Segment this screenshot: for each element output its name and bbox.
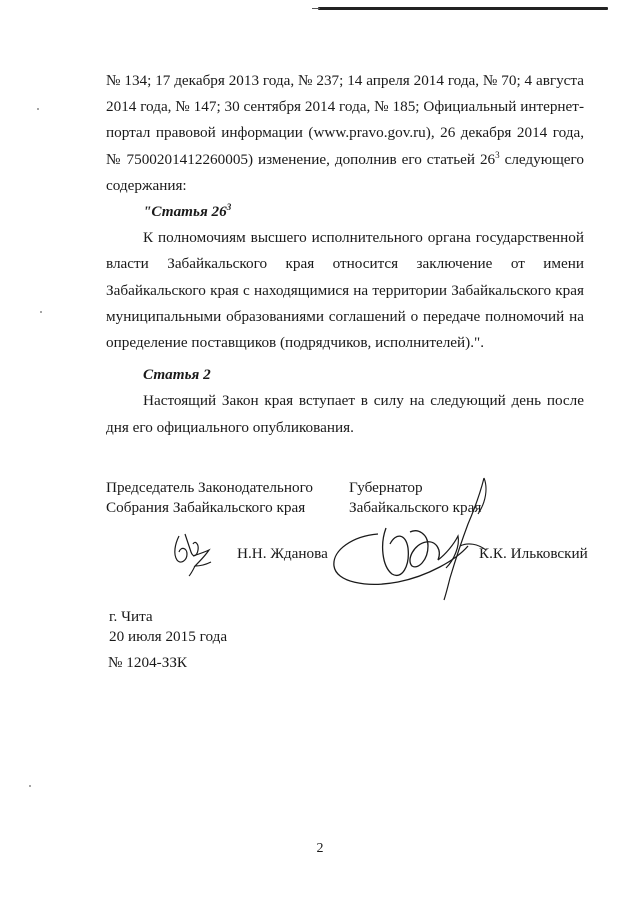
page-number: 2 xyxy=(316,841,324,856)
scan-speck xyxy=(37,108,39,110)
article-heading-text: "Статья 26 xyxy=(143,203,227,221)
article-2-text: Настоящий Закон края вступает в силу на следующий день после дня его официального опубликования. xyxy=(106,392,584,436)
scan-speck xyxy=(40,311,42,313)
chairman-title-line2: Собрания Забайкальского края xyxy=(106,499,306,516)
governor-title-line1: Губернатор xyxy=(349,479,423,496)
city: г. Чита xyxy=(109,608,153,625)
governor-title-line2: Забайкальского края xyxy=(349,499,482,516)
header-rule xyxy=(318,7,608,10)
article-2-heading: Статья 2 xyxy=(143,366,211,384)
scan-speck xyxy=(29,785,31,787)
law-number: № 1204-ЗЗК xyxy=(108,654,188,671)
superscript: 3 xyxy=(226,202,232,213)
amendment-paragraph xyxy=(106,68,584,199)
law-body xyxy=(106,68,584,441)
place-and-date xyxy=(109,607,227,647)
governor-name: К.К. Ильковский xyxy=(479,545,588,562)
governor-signature xyxy=(318,474,498,604)
superscript: 3 xyxy=(495,149,500,160)
article-26-3-heading xyxy=(106,199,584,225)
chairman-signature xyxy=(165,530,225,580)
amendment-text-end: следующего содержания: xyxy=(106,150,584,194)
chairman-title-line1: Председатель Законодательного xyxy=(106,479,314,496)
chairman-name: Н.Н. Жданова xyxy=(237,545,328,562)
amendment-text: № 134; 17 декабря 2013 года, № 237; 14 апреля 2014 года, № 70; 4 августа 2014 года, № 147; 30 сентября 2014 года, № 185; Официальный интернет-портал правовой информации (www.pravo.gov.ru), 26 декабря 2014 года, № 7500201412260005) изменение, дополнив его статьей 26 xyxy=(106,72,584,168)
article-26-3-text: К полномочиям высшего исполнительного органа государственной власти Забайкальского края относится заключение от имени Забайкальского края с находящимися на территории Забайкальского края муниципальными образованиями соглашений о передаче полномочий на определение поставщиков (подрядчиков, исполнителей).". xyxy=(106,229,584,352)
signing-date: 20 июля 2015 года xyxy=(109,628,228,645)
chairman-title xyxy=(106,478,313,518)
